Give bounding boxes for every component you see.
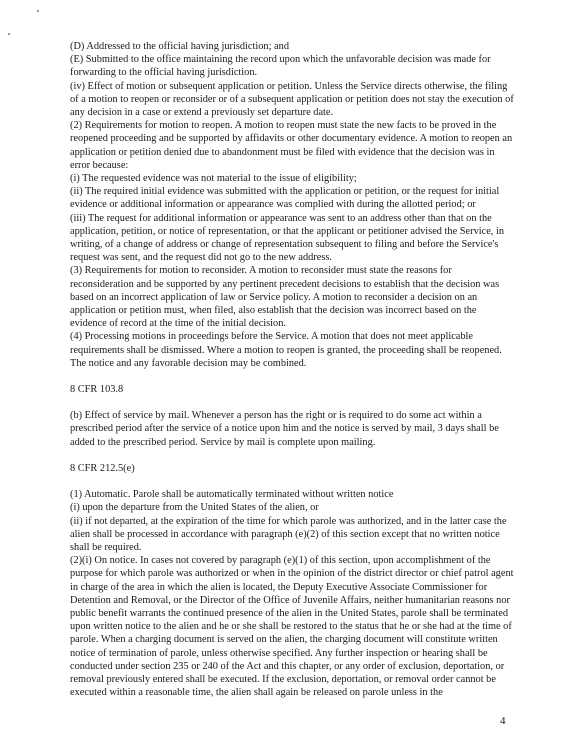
paragraph: (2) Requirements for motion to reopen. A motion to reopen must state the new facts to be proved in the reopened proceeding and be supported by affidavits or other documentary evidence. A motion to reopen an application or petition denied due to abandonment must be filed with evidence that the decision was in error because: <box>70 120 513 171</box>
document-body <box>70 40 515 699</box>
paragraph: (3) Requirements for motion to reconsider. A motion to reconsider must state the reasons for reconsideration and be supported by any pertinent precedent decisions to establish that the decision was based on an incorrect application of law or Service policy. A motion to reconsider a decision on an application or petition must, when filed, also establish that the decision was incorrect based on the evidence of record at the time of the initial decision. <box>70 265 500 330</box>
paragraph: (i) upon the departure from the United States of the alien, or <box>70 502 319 514</box>
paragraph: (iv) Effect of motion or subsequent application or petition. Unless the Service directs otherwise, the filing of a motion to reopen or reconsider or of a subsequent application or petition does not stay the execution of any decision in a case or extend a previously set departure date. <box>70 80 514 119</box>
spacer <box>70 370 515 383</box>
paragraph: (iii) The request for additional information or appearance was sent to an address other than that on the application, petition, or notice of representation, or that the applicant or petitioner advised the Service, in writing, of a change of address or change of representation subsequent to filing and before the Service's request was sent, and the request did not go to the new address. <box>70 212 505 264</box>
paragraph: (b) Effect of service by mail. Whenever a person has the right or is required to do some act within a prescribed period after the service of a notice upon him and the notice is served by mail, 3 days shall be added to the prescribed period. Service by mail is complete upon mailing. <box>70 410 499 448</box>
section-heading: 8 CFR 103.8 <box>70 384 124 396</box>
spacer <box>70 449 515 462</box>
scan-speck <box>37 10 39 12</box>
section-heading: 8 CFR 212.5(e) <box>70 462 135 474</box>
paragraph: (4) Processing motions in proceedings before the Service. A motion that does not meet applicable requirements shall be dismissed. Where a motion to reopen is granted, the proceeding shall be reopened. The notice and any favorable decision may be combined. <box>70 331 502 369</box>
paragraph: (ii) The required initial evidence was submitted with the application or petition, or the request for initial evidence or additional information or appearance was complied with during the allotted period; or <box>70 186 500 211</box>
spacer <box>70 396 515 409</box>
paragraph: (ii) if not departed, at the expiration of the time for which parole was authorized, and in the latter case the alien shall be processed in accordance with paragraph (e)(2) of this section except that no written notice shall be required. <box>70 515 507 553</box>
scan-speck <box>8 33 10 35</box>
paragraph: (1) Automatic. Parole shall be automatically terminated without written notice <box>70 489 394 501</box>
spacer <box>70 475 515 488</box>
paragraph: (i) The requested evidence was not material to the issue of eligibility; <box>70 173 357 185</box>
paragraph: (2)(i) On notice. In cases not covered by paragraph (e)(1) of this section, upon accomplishment of the purpose for which parole was authorized or when in the opinion of the district director or chief patrol agent in charge of the area in which the alien is located, the Deputy Executive Associate Commissioner for Detention and Removal, or the Director of the Office of Juvenile Affairs, neither humanitarian reasons nor public benefit warrants the continued presence of the alien in the United States, parole shall be terminated upon written notice to the alien and he or she shall be restored to the status that he or she had at the time of parole. When a charging document is served on the alien, the charging document will constitute written notice of termination of parole, unless otherwise specified. Any further inspection or hearing shall be conducted under section 235 or 240 of the Act and this chapter, or any order of exclusion, deportation, or removal previously entered shall be executed. If the exclusion, deportation, or removal order cannot be executed within a reasonable time, the alien shall again be released on parole unless in the <box>70 555 514 699</box>
page-number: 4 <box>500 715 506 727</box>
paragraph: (E) Submitted to the office maintaining the record upon which the unfavorable decision was made for forwarding to the official having jurisdiction. <box>70 54 491 79</box>
paragraph: (D) Addressed to the official having jurisdiction; and <box>70 41 289 52</box>
